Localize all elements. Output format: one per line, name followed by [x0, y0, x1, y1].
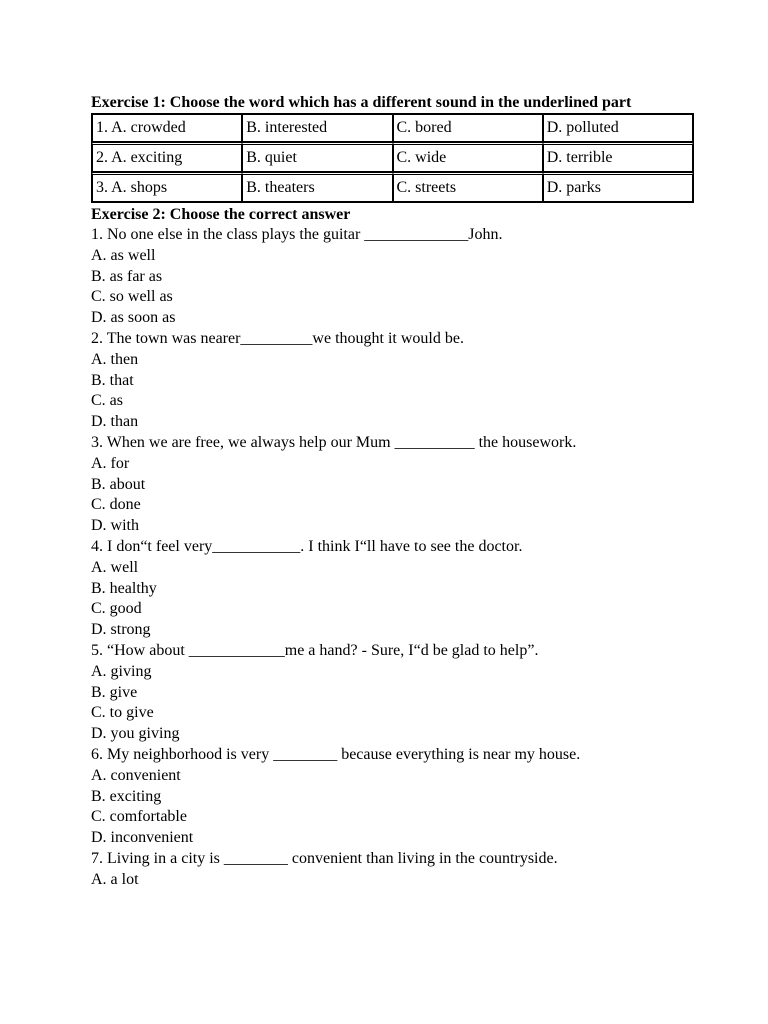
- answer-option: D. than: [91, 413, 139, 431]
- answer-option: D. with: [91, 517, 139, 535]
- question-text: 6. My neighborhood is very ________ because everything is near my house.: [91, 745, 581, 763]
- answer-option: A. giving: [91, 662, 152, 680]
- table-cell: 3. A. shops: [92, 172, 242, 202]
- table-cell: B. theaters: [242, 172, 392, 202]
- question-text: 2. The town was nearer_________we thought it would be.: [91, 329, 464, 347]
- answer-option: B. as far as: [91, 267, 163, 285]
- answer-option: D. as soon as: [91, 309, 176, 327]
- table-cell: B. interested: [242, 114, 392, 142]
- answer-option: B. healthy: [91, 579, 157, 597]
- answer-option: B. about: [91, 475, 146, 493]
- table-cell: D. polluted: [543, 114, 693, 142]
- answer-option: C. so well as: [91, 288, 173, 306]
- question-text: 5. “How about ____________me a hand? - Sure, I“d be glad to help”.: [91, 641, 539, 659]
- answer-option: B. that: [91, 371, 134, 389]
- answer-option: A. then: [91, 350, 139, 368]
- table-cell: C. wide: [393, 142, 543, 172]
- answer-option: C. as: [91, 392, 123, 410]
- question-6: [91, 745, 691, 849]
- answer-option: D. inconvenient: [91, 829, 194, 847]
- table-cell: C. bored: [393, 114, 543, 142]
- table-cell: D. terrible: [543, 142, 693, 172]
- answer-option: D. strong: [91, 621, 151, 639]
- question-text: 3. When we are free, we always help our Mum __________ the housework.: [91, 433, 577, 451]
- question-5: [91, 641, 691, 745]
- answer-option: C. comfortable: [91, 808, 187, 826]
- answer-option: D. you giving: [91, 725, 180, 743]
- answer-option: A. well: [91, 558, 139, 576]
- question-text: 1. No one else in the class plays the guitar _____________John.: [91, 226, 503, 243]
- table-cell: 2. A. exciting: [92, 142, 242, 172]
- question-1: [91, 225, 691, 329]
- question-text: 7. Living in a city is ________ convenient than living in the countryside.: [91, 849, 558, 867]
- answer-option: A. convenient: [91, 766, 181, 784]
- answer-option: A. for: [91, 454, 130, 472]
- exercise1-heading: Exercise 1: Choose the word which has a different sound in the underlined part: [91, 94, 632, 111]
- question-4: [91, 537, 691, 641]
- question-7: [91, 849, 691, 891]
- answer-option: B. give: [91, 683, 138, 701]
- table-row: [92, 114, 693, 142]
- question-3: [91, 433, 691, 537]
- answer-option: A. a lot: [91, 870, 139, 888]
- table-row: [92, 172, 693, 202]
- worksheet-content: [91, 93, 691, 891]
- answer-option: B. exciting: [91, 787, 162, 805]
- exercise1-table: [91, 113, 694, 203]
- answer-option: A. as well: [91, 246, 156, 264]
- table-cell: C. streets: [393, 172, 543, 202]
- answer-option: C. good: [91, 600, 142, 618]
- question-2: [91, 329, 691, 433]
- answer-option: C. to give: [91, 704, 154, 722]
- table-cell: 1. A. crowded: [92, 114, 242, 142]
- exercise2-heading: Exercise 2: Choose the correct answer: [91, 206, 351, 223]
- table-cell: D. parks: [543, 172, 693, 202]
- table-row: [92, 142, 693, 172]
- answer-option: C. done: [91, 496, 141, 514]
- table-cell: B. quiet: [242, 142, 392, 172]
- question-text: 4. I don“t feel very___________. I think I“ll have to see the doctor.: [91, 537, 523, 555]
